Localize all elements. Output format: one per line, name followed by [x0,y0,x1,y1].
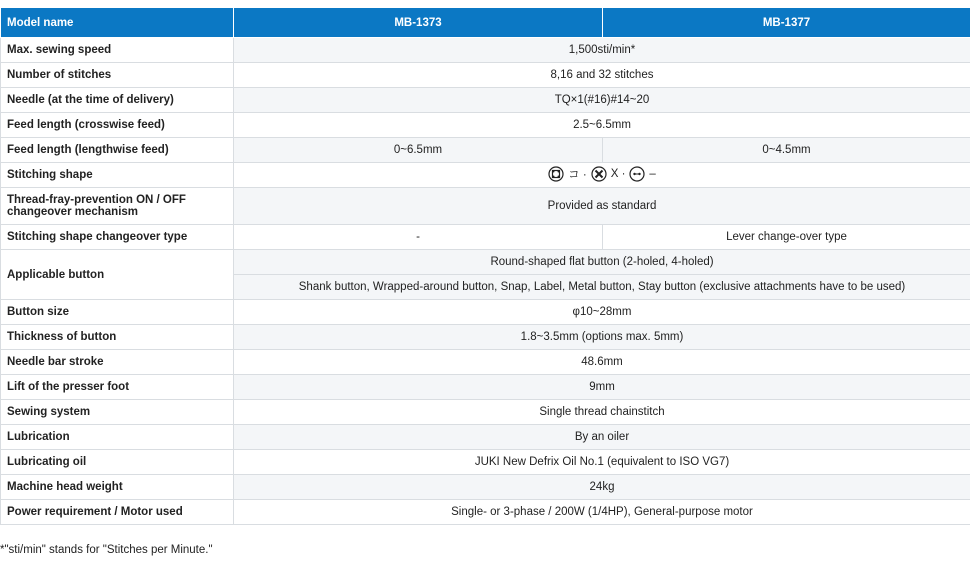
row-value: By an oiler [234,425,970,450]
symbol-separator: – [649,167,656,180]
table-row [1,225,970,250]
symbol-separator: X · [610,167,626,180]
table-row [1,163,970,188]
row-value-mb1373: - [234,225,603,250]
row-label: Sewing system [1,400,234,425]
stitch-cross-icon [591,166,607,182]
row-value: 1,500sti/min* [234,38,970,63]
table-row [1,475,970,500]
row-value: 8,16 and 32 stitches [234,63,970,88]
row-label: Machine head weight [1,475,234,500]
row-label: Button size [1,300,234,325]
row-value: 9mm [234,375,970,400]
row-label: Number of stitches [1,63,234,88]
row-value-mb1377: 0~4.5mm [603,138,970,163]
row-value: Single- or 3-phase / 200W (1/4HP), General-purpose motor [234,500,970,525]
footnote: *"sti/min" stands for "Stitches per Minute." [0,544,213,556]
row-value: φ10~28mm [234,300,970,325]
stitch-parallel-icon [629,166,645,182]
row-value: 2.5~6.5mm [234,113,970,138]
table-row [1,38,970,63]
row-value: 24kg [234,475,970,500]
table-row [1,375,970,400]
header-model-name: Model name [1,8,234,38]
table-row [1,250,970,275]
spec-table-container [0,7,970,525]
row-label: Max. sewing speed [1,38,234,63]
row-value: 48.6mm [234,350,970,375]
row-value: TQ×1(#16)#14~20 [234,88,970,113]
row-label: Feed length (lengthwise feed) [1,138,234,163]
row-label: Feed length (crosswise feed) [1,113,234,138]
row-value: Shank button, Wrapped-around button, Snap, Label, Metal button, Stay button (exclusive attachments have to be used) [234,275,970,300]
row-value: Single thread chainstitch [234,400,970,425]
table-row [1,400,970,425]
row-value: Round-shaped flat button (2-holed, 4-holed) [234,250,970,275]
row-label: Stitching shape changeover type [1,225,234,250]
table-row [1,350,970,375]
table-row [1,88,970,113]
table-row [1,325,970,350]
header-mb1373: MB-1373 [234,8,603,38]
stitching-shape-symbols [234,163,970,188]
row-label: Thread-fray-prevention ON / OFF changeover mechanism [1,188,234,225]
row-label: Stitching shape [1,163,234,188]
symbol-separator: コ · [568,168,587,181]
table-row [1,113,970,138]
row-label: Needle (at the time of delivery) [1,88,234,113]
table-row [1,450,970,475]
row-label: Power requirement / Motor used [1,500,234,525]
row-value: Provided as standard [234,188,970,225]
table-row [1,300,970,325]
table-row [1,63,970,88]
row-label: Thickness of button [1,325,234,350]
row-label: Lubrication [1,425,234,450]
row-label: Applicable button [1,250,234,300]
spec-table [0,7,970,525]
header-mb1377: MB-1377 [603,8,970,38]
row-label: Lubricating oil [1,450,234,475]
table-row [1,188,970,225]
table-row [1,500,970,525]
row-value: JUKI New Defrix Oil No.1 (equivalent to ISO VG7) [234,450,970,475]
row-label: Lift of the presser foot [1,375,234,400]
stitch-symbol-group [548,166,656,182]
row-value: 1.8~3.5mm (options max. 5mm) [234,325,970,350]
row-value-mb1377: Lever change-over type [603,225,970,250]
stitch-square-icon [548,166,564,182]
row-label: Needle bar stroke [1,350,234,375]
table-row [1,425,970,450]
table-row [1,138,970,163]
table-header-row [1,8,970,38]
row-value-mb1373: 0~6.5mm [234,138,603,163]
